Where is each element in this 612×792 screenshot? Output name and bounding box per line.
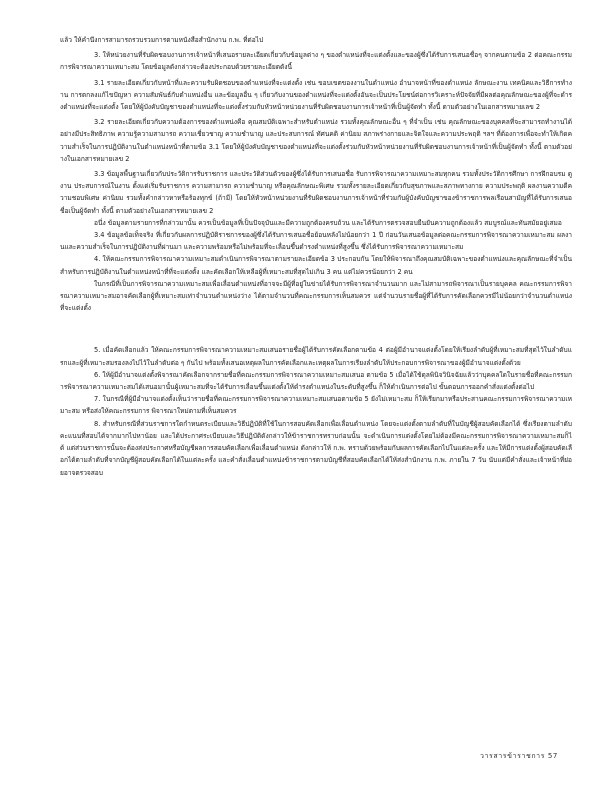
clause-7-paragraph: 7. ในกรณีที่ผู้มีอำนาจแต่งตั้งเห็นว่ารายชื่อที่คณะกรรมการพิจารณาความเหมาะสมเสนอตามข้อ 5 ยังไม่เหมาะสม ก็ให้เรียกมาหรือประสานคณะกรรมการพิจารณาความเหมาะสม หรือส่งให้คณะกรรมการ พิจารณาใหม่ตามที่เห็นสมควร — [60, 395, 572, 416]
clause-4-note-paragraph: ในกรณีที่เป็นการพิจารณาความเหมาะสมเพื่อเลื่อนตำแหน่งที่อาจจะมีผู้ที่อยู่ในข่ายได้รับการพิจารณาจำนวนมาก และไม่สามารถพิจารณาเป็นรายบุคคล คณะกรรมการพิจารณาความเหมาะสมอาจคัดเลือกผู้ที่เหมาะสมเท่าจำนวนตำแหน่งว่าง ได้ตามจำนวนที่คณะกรรมการเห็นสมควร แต่จำนวนรายชื่อผู้ที่ได้รับการคัดเลือกควรมีไม่น้อยกว่าจำนวนตำแหน่งที่จะแต่งตั้ง — [60, 279, 572, 313]
clause-5-paragraph: 5. เมื่อคัดเลือกแล้ว ให้คณะกรรมการพิจารณาความเหมาะสมเสนอรายชื่อผู้ได้รับการคัดเลือกตามข้อ 4 ต่อผู้มีอำนาจแต่งตั้งโดยให้เรียงลำดับผู้ที่เหมาะสมที่สุดไว้ในลำดับแรกและผู้ที่เหมาะสมรองลงไปไว้ในลำดับต่อ ๆ กันไป พร้อมทั้งเสนอเหตุผลในการคัดเลือกและเหตุผลในการเรียงลำดับให้ประกอบการพิจารณาของผู้มีอำนาจแต่งตั้งด้วย — [60, 346, 572, 367]
clause-8-paragraph: 8. สำหรับกรณีที่ส่วนราชการใดกำหนดระเบียบและวิธีปฏิบัติที่ใช้ในการสอบคัดเลือกเพื่อเลื่อนตำแหน่ง โดยจะแต่งตั้งตามลำดับที่ในบัญชีผู้สอบคัดเลือกได้ ซึ่งเรียงตามลำดับคะแนนที่สอบได้จากมากไปหาน้อย และได้ประกาศระเบียบและวิธีปฏิบัติดังกล่าวให้ข้าราชการทราบก่อนนั้น จะดำเนินการแต่งตั้งโดยไม่ต้องมีคณะกรรมการพิจารณาความเหมาะสมก็ได้ แต่ส่วนราชการนั้นจะต้องส่งประกาศหรือบัญชีผลการสอบคัดเลือกเพื่อเลื่อนตำแหน่ง ดังกล่าวให้ ก.พ. ทราบด้วยพร้อมกับผลการคัดเลือกไปในแต่ละครั้ง และให้มีการแต่งตั้งผู้สอบคัดเลือกได้ตามลำดับที่จากบัญชีผู้สอบคัดเลือกได้ในแต่ละครั้ง และคำสั่งเลื่อนตำแหน่งข้าราชการตามบัญชีที่สอบคัดเลือกได้ให้ส่งสำนักงาน ก.พ. ภายใน 7 วัน นับแต่มีคำสั่งและเจ้าหน้าที่ย่อยอาจตรวจสอบ — [60, 419, 572, 477]
clause-3-3-paragraph: 3.3 ข้อมูลพื้นฐานเกี่ยวกับประวัติการรับราชการ และประวัติส่วนตัวของผู้ซึ่งได้รับการเสนอชื่อ รับการพิจารณาความเหมาะสมทุกคน รวมทั้งประวัติการศึกษา การฝึกอบรม ดูงาน ประสบการณ์ในงาน ตั้งแต่เริ่มรับราชการ ความสามารถ ความชำนาญ หรือคุณลักษณะพิเศษ รวมทั้งรายละเอียดเกี่ยวกับสุขภาพและสภาพทางกาย ความประพฤติ ผลงานความดีความชอบพิเศษ ค่านิยม รวมทั้งคำกล่าวหาหรือร้องทุกข์ (ถ้ามี) โดยให้หัวหน้าหน่วยงานที่รับผิดชอบงานการเจ้าหน้าที่ร่วมกับผู้บังคับบัญชาของข้าราชการพลเรือนสามัญที่ได้รับการเสนอชื่อเป็นผู้จัดทำ ทั้งนี้ ตามตัวอย่างในเอกสารหมายเลข 2 — [60, 170, 572, 215]
page-footer: วารสารข้าราชการ 57 — [479, 752, 558, 760]
clause-3-2-paragraph: 3.2 รายละเอียดเกี่ยวกับความต้องการของตำแหน่งคือ คุณสมบัติเฉพาะสำหรับตำแหน่ง รวมทั้งคุณลักษณะอื่น ๆ ที่จำเป็น เช่น คุณลักษณะของบุคคลที่จะสามารถทำงานได้อย่างมีประสิทธิภาพ ความรู้ความสามารถ ความเชี่ยวชาญ ความชำนาญ และประสบการณ์ ทัศนคติ ค่านิยม สภาพร่างกายและจิตใจและความประพฤติ ฯลฯ ที่ต้องการเพื่อจะทำให้เกิดความสำเร็จในการปฏิบัติงานในตำแหน่งหน้าที่ตามข้อ 3.1 โดยให้ผู้บังคับบัญชาของตำแหน่งที่จะแต่งตั้งร่วมกับหัวหน้าหน่วยงานที่รับผิดชอบงานการเจ้าหน้าที่เป็นผู้จัดทำ ทั้งนี้ ตามตัวอย่างในเอกสารหมายเลข 2 — [60, 118, 572, 163]
clause-4-paragraph: 4. ให้คณะกรรมการพิจารณาความเหมาะสมดำเนินการพิจารณาตามรายละเอียดข้อ 3 ประกอบกัน โดยให้พิจารณาถึงคุณสมบัติเฉพาะของตำแหน่งและคุณลักษณะที่จำเป็นสำหรับการปฏิบัติงานในตำแหน่งหน้าที่ที่จะแต่งตั้ง และคัดเลือกให้เหลือผู้ที่เหมาะสมที่สุดไม่เกิน 3 คน แต่ไม่ควรน้อยกว่า 2 คน — [60, 255, 572, 276]
clause-3-4-paragraph: 3.4 ข้อมูลข้อเท็จจริง ที่เกี่ยวกับผลการปฏิบัติราชการของผู้ซึ่งได้รับการเสนอชื่อย้อนหลังไม่น้อยกว่า 1 ปี ก่อนวันเสนอข้อมูลต่อคณะกรรมการพิจารณาความเหมาะสม ผลงานและความสำเร็จในการปฏิบัติงานที่ผ่านมา และความพร้อมหรือไม่พร้อมที่จะเลื่อนขึ้นดำรงตำแหน่งที่สูงขึ้น ซึ่งได้รับการพิจารณาความเหมาะสม — [60, 231, 572, 252]
clause-6-paragraph: 6. ให้ผู้มีอำนาจแต่งตั้งพิจารณาคัดเลือกจากรายชื่อที่คณะกรรมการพิจารณาความเหมาะสมเสนอ ตามข้อ 5 เมื่อได้ใช้ดุลพินิจวินิจฉัยแล้วว่าบุคคลใดในรายชื่อที่คณะกรรมการพิจารณาความเหมาะสมได้เสนอมานั้นผู้เหมาะสมที่จะได้รับการเลื่อนขึ้นแต่งตั้งให้ดำรงตำแหน่งในระดับที่สูงขึ้น ก็ให้ดำเนินการต่อไป ขั้นตอนการออกคำสั่งแต่งตั้งต่อไป — [60, 370, 572, 392]
clause-3-1-paragraph: 3.1 รายละเอียดเกี่ยวกับหน้าที่และความรับผิดชอบของตำแหน่งที่จะแต่งตั้ง เช่น ขอบเขตของงานในตำแหน่ง อำนาจหน้าที่ของตำแหน่ง ลักษณะงาน เทคนิคและวิธีการทำงาน การตกลงแก้ไขปัญหา ความสัมพันธ์กับตำแหน่งอื่น และข้อมูลอื่น ๆ เกี่ยวกับงานของตำแหน่งที่จะแต่งตั้งอันจะเป็นประโยชน์ต่อการวิเคราะห์ปัจจัยที่มีผลต่อคุณลักษณะของผู้ที่จะดำรงตำแหน่งที่จะแต่งตั้ง โดยให้ผู้บังคับบัญชาของตำแหน่งที่จะแต่งตั้งร่วมกับหัวหน้าหน่วยงานที่รับผิดชอบงานการเจ้าหน้าที่เป็นผู้จัดทำ ทั้งนี้ ตามตัวอย่างในเอกสารหมายเลข 2 — [60, 78, 572, 112]
clause-3-paragraph: 3. ให้หน่วยงานที่รับผิดชอบงานการเจ้าหน้าที่เสนอรายละเอียดเกี่ยวกับข้อมูลต่าง ๆ ของตำแหน่งที่จะแต่งตั้งและของผู้ซึ่งได้รับการเสนอชื่อๆ จากคนตามข้อ 2 ต่อคณะกรรมการพิจารณาความเหมาะสม โดยข้อมูลดังกล่าวจะต้องประกอบด้วยรายละเอียดดังนี้ — [60, 51, 572, 72]
intro-paragraph: แล้ว ให้คำนึงการสามารถรวบรวมการตามหนังสือสำนักงาน ก.พ. ที่ต่อไป — [60, 36, 264, 44]
note-paragraph: อนึ่ง ข้อมูลตามรายการที่กล่าวมานั้น ควรเป็นข้อมูลที่เป็นปัจจุบันและมีความถูกต้องครบถ้วน และได้รับการตรวจสอบยืนยันความถูกต้องแล้ว สมบูรณ์และทันสมัยอยู่เสมอ — [94, 218, 562, 227]
